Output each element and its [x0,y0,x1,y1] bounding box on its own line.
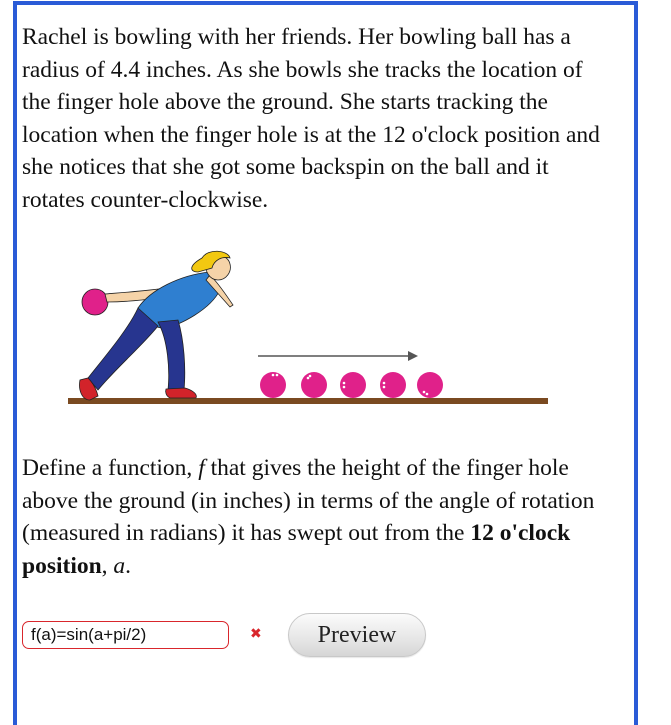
problem-intro: Rachel is bowling with her friends. Her bowling ball has a radius of 4.4 inches. As she bowls she tracks the location of the finger hole above the ground. She starts tracking the location when the finger hole is at the 12 o'clock position and she notices that she got some backspin on the ball and it rotates counter-clockwise. [22,24,600,213]
preview-button[interactable]: Preview [288,613,426,657]
incorrect-x-icon: ✖ [250,626,262,642]
answer-row [22,619,602,659]
question-text: , [101,552,114,579]
question-text: that gives the height of the finger hole above the ground (in inches) in terms of the angle of rotation (measured in radians) it has swept out from the [22,455,595,546]
question-emphasis: 12 o'clock position [22,520,571,579]
question-text: Define a function, [22,455,199,481]
problem-question [22,452,602,582]
bowling-figure [50,250,610,420]
bowler-illustration [79,251,233,400]
question-text: . [125,552,132,579]
answer-input[interactable] [22,621,229,649]
function-symbol: f [198,455,205,481]
variable-symbol: a [113,552,126,579]
lane-line [68,398,548,404]
rolling-balls [260,372,443,398]
motion-arrow-icon [258,351,418,361]
